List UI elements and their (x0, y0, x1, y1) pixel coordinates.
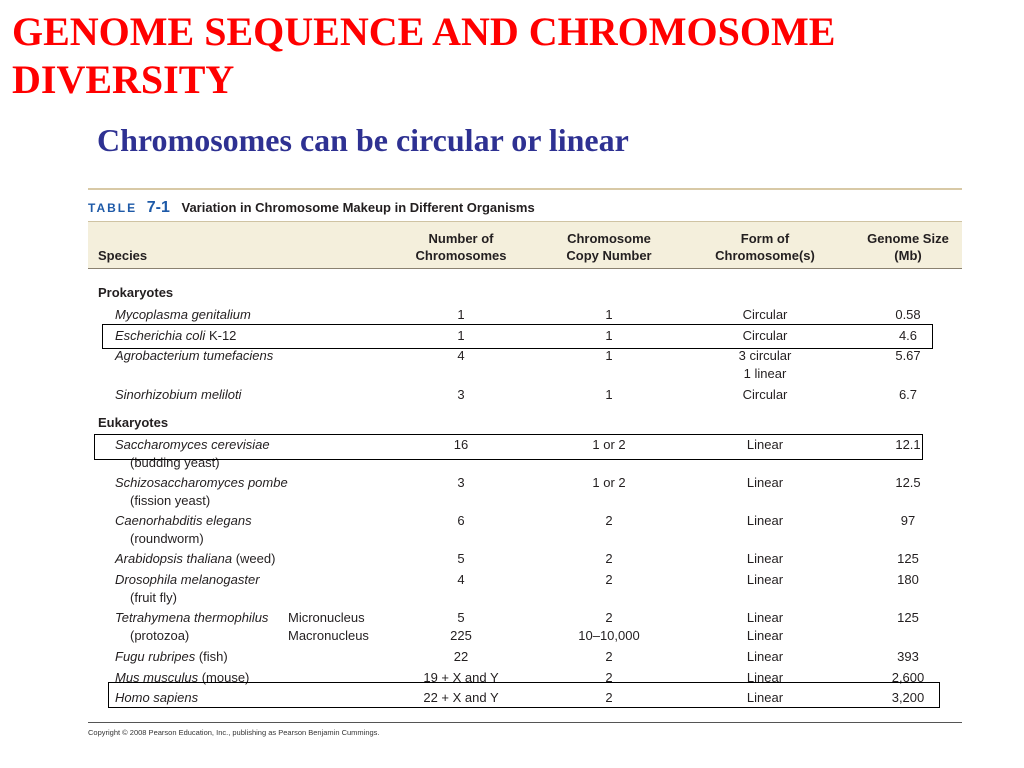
chromosome-count: 4 (457, 348, 465, 363)
genome-size: 125 (897, 551, 919, 566)
copy-number: 1 (605, 387, 613, 402)
species-name: Agrobacterium tumefaciens (115, 348, 274, 363)
copy-number: 1 or 2 (592, 437, 626, 452)
chromosome-table (88, 188, 962, 738)
species-common-name: (fission yeast) (130, 493, 211, 508)
chromosome-form-second: 1 linear (743, 366, 787, 381)
species-common-name: (roundworm) (130, 531, 204, 546)
genome-size: 5.67 (895, 348, 921, 363)
genome-size: 2,600 (891, 670, 925, 685)
header-chromosome-number: Number of Chromosomes (415, 231, 507, 263)
chromosome-form: Linear (746, 649, 784, 664)
copy-number: 10–10,000 (578, 628, 640, 643)
species-name: Caenorhabditis elegans (115, 513, 252, 528)
chromosome-form: Linear (746, 572, 784, 587)
species-common-name: (fruit fly) (130, 590, 177, 605)
genome-size: 6.7 (898, 387, 918, 402)
highlight-box-human (108, 682, 940, 708)
copy-number: 2 (605, 649, 613, 664)
species-name: Mycoplasma genitalium (115, 307, 251, 322)
table-caption-keyword: TABLE (88, 201, 138, 215)
species-name-italic: Mus musculus (115, 670, 199, 685)
copy-number: 1 or 2 (592, 475, 626, 490)
chromosome-form: Linear (746, 628, 784, 643)
species-common-name: (budding yeast) (130, 455, 220, 470)
chromosome-count: 225 (450, 628, 472, 643)
header-form: Form of Chromosome(s) (715, 231, 815, 263)
species-name (115, 648, 228, 665)
nucleus-type: Macronucleus (288, 628, 369, 643)
section-prokaryotes: Prokaryotes (98, 285, 174, 300)
chromosome-form: Linear (746, 670, 784, 685)
chromosome-count: 22 (453, 649, 469, 664)
species-name: Tetrahymena thermophilus (115, 610, 269, 625)
chromosome-form: Linear (746, 551, 784, 566)
copyright-notice: Copyright © 2008 Pearson Education, Inc., publishing as Pearson Benjamin Cummings. (88, 728, 380, 737)
chromosome-count: 6 (457, 513, 465, 528)
table-caption-number: 7-1 (146, 199, 170, 216)
species-name: Homo sapiens (115, 690, 199, 705)
table-bottom-rule (88, 722, 962, 723)
table-caption-text: Variation in Chromosome Makeup in Different Organisms (181, 200, 535, 215)
species-name-suffix: (weed) (235, 551, 276, 566)
species-name-italic: Fugu rubripes (115, 649, 196, 664)
chromosome-form: 3 circular (738, 348, 792, 363)
species-name-suffix: (mouse) (201, 670, 250, 685)
header-genome-size: Genome Size (Mb) (867, 231, 949, 263)
copy-number: 2 (605, 690, 613, 705)
copy-number: 2 (605, 572, 613, 587)
header-species: Species (98, 248, 148, 263)
chromosome-count: 5 (457, 610, 465, 625)
genome-size: 12.1 (895, 437, 921, 452)
chromosome-count: 22 + X and Y (423, 690, 499, 705)
chromosome-form: Circular (742, 387, 788, 402)
species-name: Drosophila melanogaster (115, 572, 260, 587)
copy-number: 2 (605, 551, 613, 566)
chromosome-form: Linear (746, 437, 784, 452)
slide-title: GENOME SEQUENCE AND CHROMOSOME DIVERSITY (12, 9, 836, 102)
chromosome-count: 19 + X and Y (423, 670, 499, 685)
chromosome-form: Linear (746, 475, 784, 490)
chromosome-count: 3 (457, 387, 465, 402)
copy-number: 2 (605, 610, 613, 625)
genome-size: 3,200 (891, 690, 925, 705)
nucleus-type: Micronucleus (288, 610, 365, 625)
copy-number: 2 (605, 513, 613, 528)
copy-number: 1 (605, 307, 613, 322)
species-name-italic: Escherichia coli (115, 328, 206, 343)
species-name-italic: Arabidopsis thaliana (115, 551, 233, 566)
chromosome-count: 16 (453, 437, 469, 452)
chromosome-count: 1 (457, 307, 465, 322)
species-name: Schizosaccharomyces pombe (115, 475, 288, 490)
genome-size: 12.5 (895, 475, 921, 490)
species-name (115, 550, 275, 567)
chromosome-count: 3 (457, 475, 465, 490)
highlight-box-yeast (94, 434, 923, 460)
genome-size: 0.58 (895, 307, 921, 322)
highlight-box-ecoli (102, 324, 933, 349)
genome-size: 97 (900, 513, 916, 528)
species-common-name: (protozoa) (130, 628, 190, 643)
chromosome-form: Linear (746, 610, 784, 625)
copy-number: 2 (605, 670, 613, 685)
genome-size: 125 (897, 610, 919, 625)
chromosome-form: Linear (746, 513, 784, 528)
slide-subtitle: Chromosomes can be circular or linear (97, 122, 629, 158)
genome-size: 393 (897, 649, 919, 664)
species-name: Saccharomyces cerevisiae (115, 437, 270, 452)
section-eukaryotes: Eukaryotes (98, 415, 169, 430)
copy-number: 1 (605, 328, 613, 343)
genome-size: 4.6 (898, 328, 918, 343)
chromosome-count: 5 (457, 551, 465, 566)
copy-number: 1 (605, 348, 613, 363)
species-name: Sinorhizobium meliloti (115, 387, 242, 402)
species-name-suffix: (fish) (198, 649, 228, 664)
chromosome-form: Circular (742, 328, 788, 343)
table-top-rule (88, 188, 962, 190)
table-header (88, 221, 962, 269)
table-caption (88, 198, 535, 218)
chromosome-count: 1 (457, 328, 465, 343)
chromosome-count: 4 (457, 572, 465, 587)
header-copy-number: Chromosome Copy Number (566, 231, 652, 263)
chromosome-form: Circular (742, 307, 788, 322)
genome-size: 180 (897, 572, 919, 587)
species-name-suffix: K-12 (208, 328, 237, 343)
chromosome-form: Linear (746, 690, 784, 705)
